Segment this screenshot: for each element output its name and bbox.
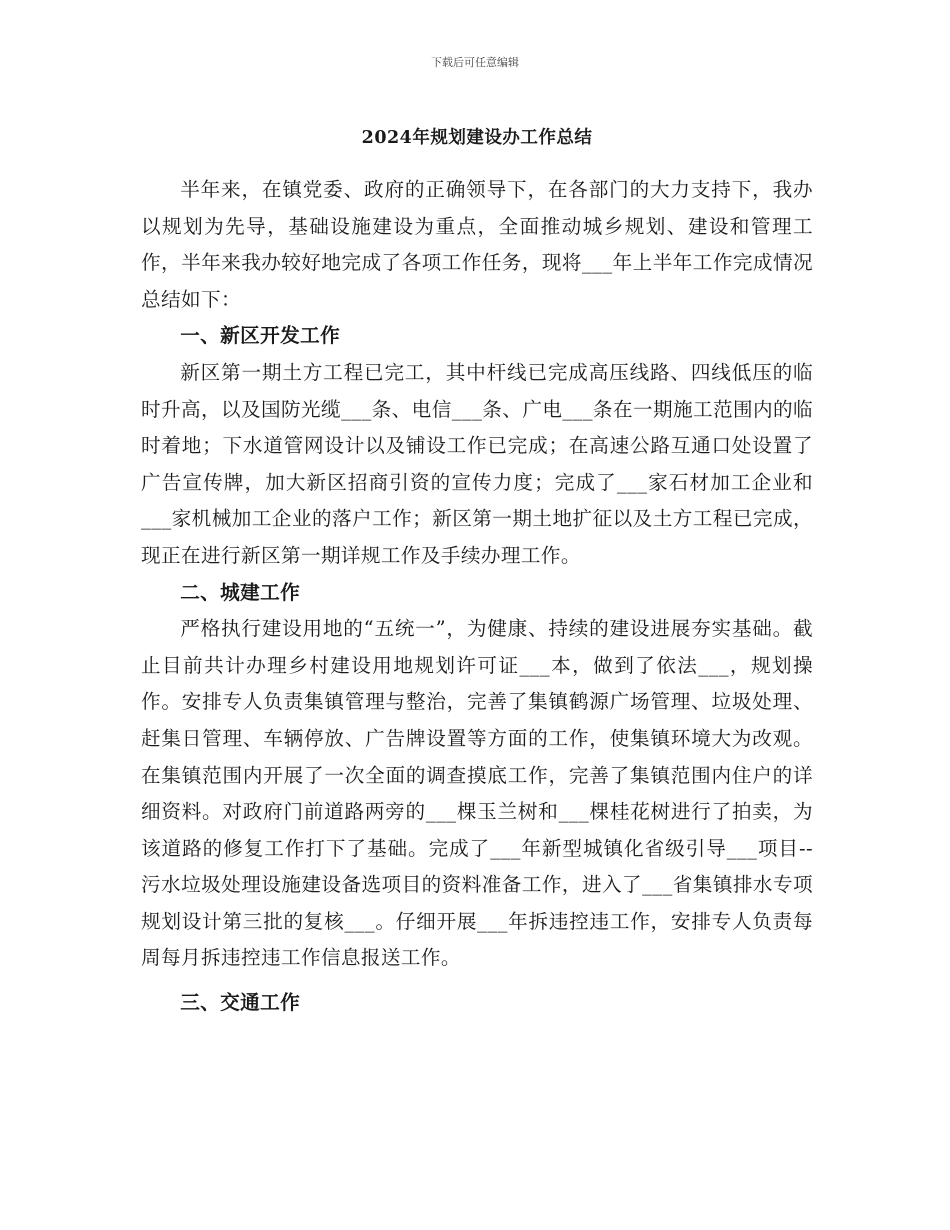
section-heading-transport: 三、交通工作 [180, 991, 301, 1015]
section-heading-new-district: 一、新区开发工作 [180, 324, 341, 348]
intro-paragraph: 半年来，在镇党委、政府的正确领导下，在各部门的大力支持下，我办以规划为先导，基础设施建设为重点，全面推动城乡规划、建设和管理工作，半年来我办较好地完成了各项工作任务，现将___年上半年工作完成情况总结如下： [141, 178, 813, 311]
document-page [141, 120, 813, 1022]
section-gap [141, 977, 813, 985]
section-heading-urban-construction: 二、城建工作 [180, 580, 301, 604]
section-body-urban-construction: 严格执行建设用地的“五统一”，为健康、持续的建设进展夯实基础。截止目前共计办理乡村建设用地规划许可证___本，做到了依法___，规划操作。安排专人负责集镇管理与整治，完善了集镇鹤源广场管理、垃圾处理、赶集日管理、车辆停放、广告牌设置等方面的工作，使集镇环境大为改观。在集镇范围内开展了一次全面的调查摸底工作，完善了集镇范围内住户的详细资料。对政府门前道路两旁的___棵玉兰树和___棵桂花树进行了拍卖，为该道路的修复工作打下了基础。完成了___年新型城镇化省级引导___项目--污水垃圾处理设施建设备选项目的资料准备工作，进入了___省集镇排水专项规划设计第三批的复核___。仔细开展___年拆违控违工作，安排专人负责每周每月拆违控违工作信息报送工作。 [141, 617, 813, 970]
section-body-new-district: 新区第一期土方工程已完工，其中杆线已完成高压线路、四线低压的临时升高，以及国防光缆___条、电信___条、广电___条在一期施工范围内的临时着地；下水道管网设计以及铺设工作已完成；在高速公路互通口处设置了广告宣传牌，加大新区招商引资的宣传力度；完成了___家石材加工企业和___家机械加工企业的落户工作；新区第一期土地扩征以及土方工程已完成，现正在进行新区第一期详规工作及手续办理工作。 [141, 360, 813, 567]
header-note: 下载后可任意编辑 [431, 56, 519, 69]
document-title: 2024年规划建设办工作总结 [361, 128, 593, 148]
